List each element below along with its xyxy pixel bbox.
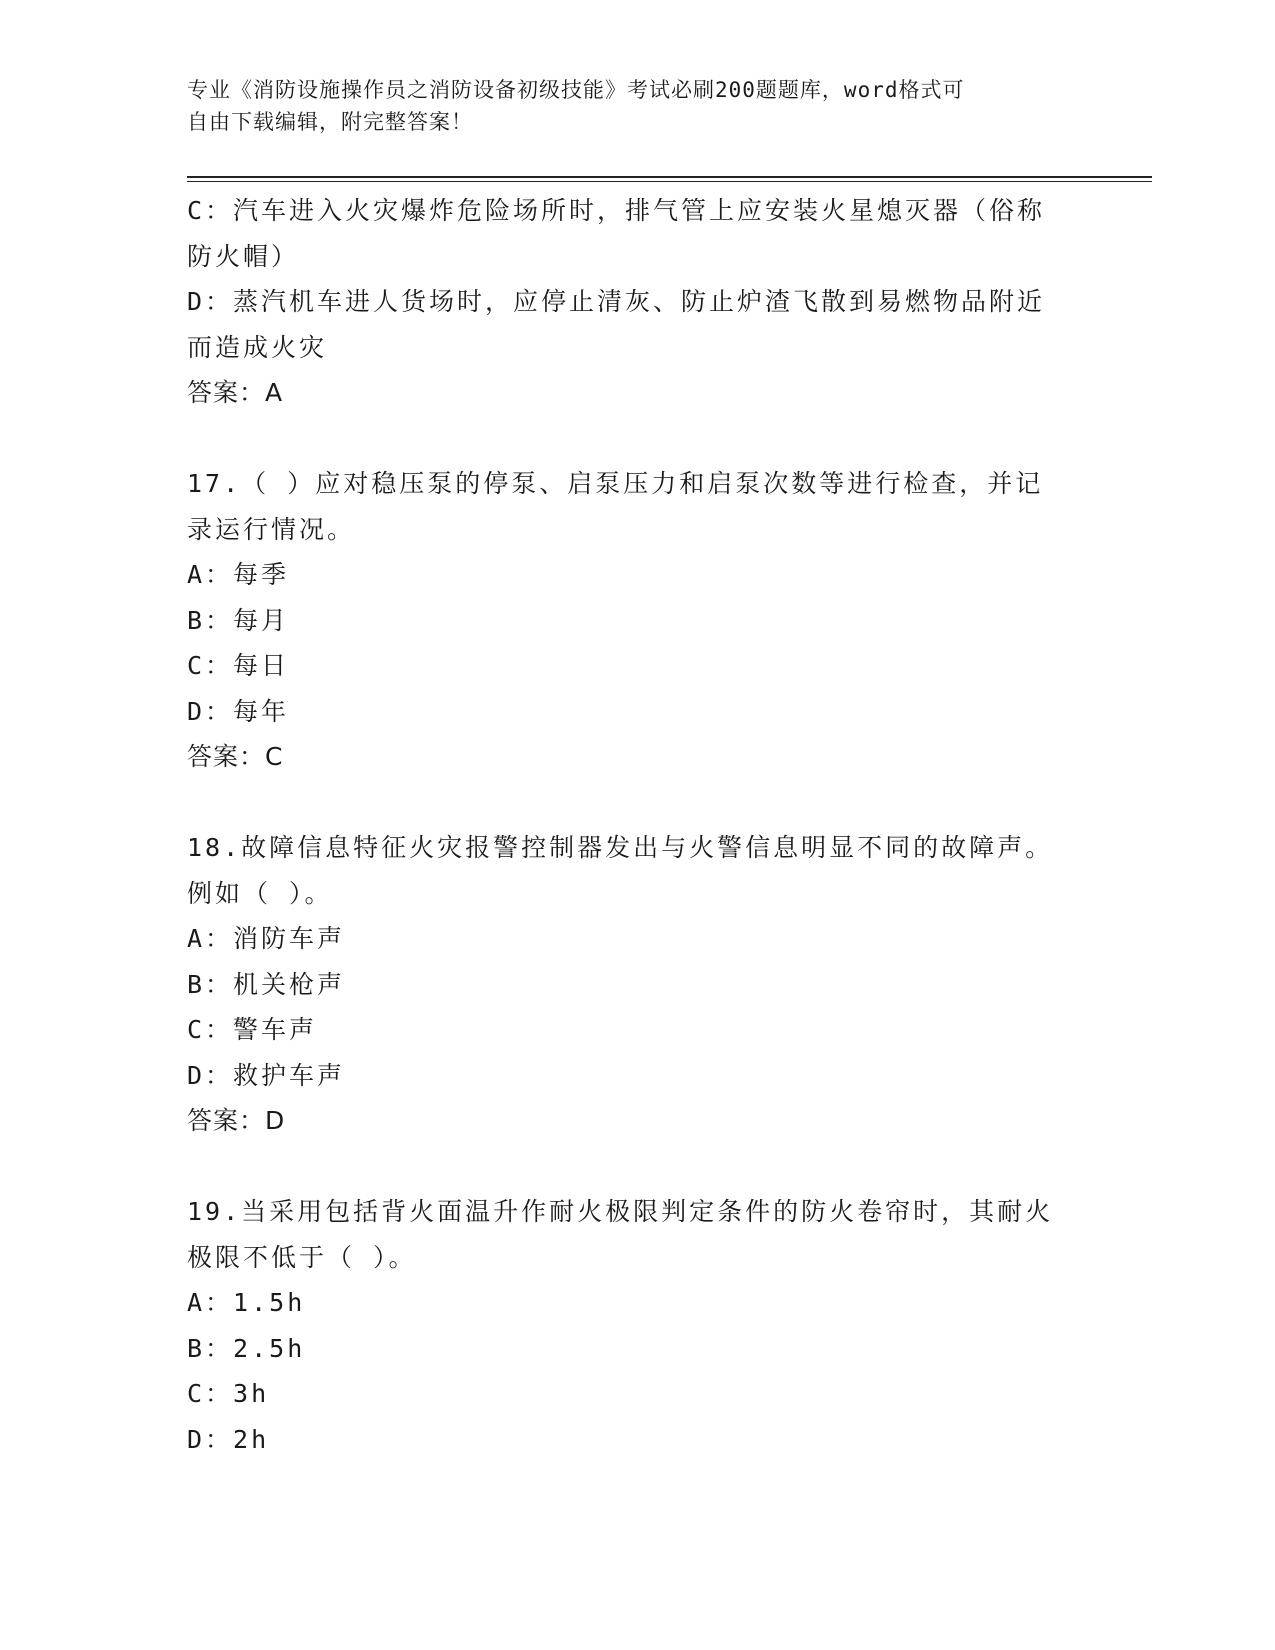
option-a: A：每季 (187, 560, 290, 589)
header-divider-thin (187, 181, 1152, 182)
option-d: D：2h (187, 1424, 270, 1454)
option-d: D：每年 (187, 696, 290, 726)
question-text-line-2: 录运行情况。 (187, 514, 356, 544)
option-a: A：消防车声 (187, 924, 346, 953)
option-b: B：2.5h (187, 1333, 306, 1363)
header-divider-thick (187, 176, 1152, 178)
option-d: D：救护车声 (187, 1060, 346, 1090)
option-d-line-1: D：蒸汽机车进人货场时，应停止清灰、防止炉渣飞散到易燃物品附近 (187, 287, 1046, 316)
question-19 (187, 1189, 1087, 1462)
question-16-continuation (187, 188, 1087, 416)
document-body (187, 188, 1087, 1462)
question-text-line-1: 18.故障信息特征火灾报警控制器发出与火警信息明显不同的故障声。 (187, 833, 1054, 862)
spacer (187, 780, 1087, 826)
option-c-line-1: C：汽车进入火灾爆炸危险场所时，排气管上应安装火星熄灭器（俗称 (187, 196, 1046, 225)
option-c: C：警车声 (187, 1015, 318, 1044)
question-text-line-1: 17.（ ）应对稳压泵的停泵、启泵压力和启泵次数等进行检查，并记 (187, 469, 1044, 498)
question-text-line-2: 极限不低于（ ）。 (187, 1242, 417, 1272)
option-c-line-2: 防火帽） (187, 241, 300, 271)
question-17 (187, 461, 1087, 780)
option-d-line-2: 而造成火灾 (187, 332, 328, 362)
question-text-line-2: 例如（ ）。 (187, 878, 333, 908)
question-text-line-1: 19.当采用包括背火面温升作耐火极限判定条件的防火卷帘时，其耐火 (187, 1197, 1054, 1226)
answer-line: 答案：C (187, 742, 284, 771)
answer-line: 答案：D (187, 1106, 286, 1135)
spacer (187, 1144, 1087, 1190)
spacer (187, 416, 1087, 462)
document-header (187, 74, 1087, 138)
option-c: C：3h (187, 1379, 270, 1408)
question-18 (187, 825, 1087, 1144)
header-line-1: 专业《消防设施操作员之消防设备初级技能》考试必刷200题题库，word格式可 (187, 78, 965, 102)
option-b: B：机关枪声 (187, 969, 346, 999)
option-b: B：每月 (187, 605, 290, 635)
option-a: A：1.5h (187, 1288, 306, 1317)
header-line-2: 自由下载编辑，附完整答案！ (187, 110, 473, 134)
option-c: C：每日 (187, 651, 290, 680)
answer-line: 答案：A (187, 378, 284, 407)
